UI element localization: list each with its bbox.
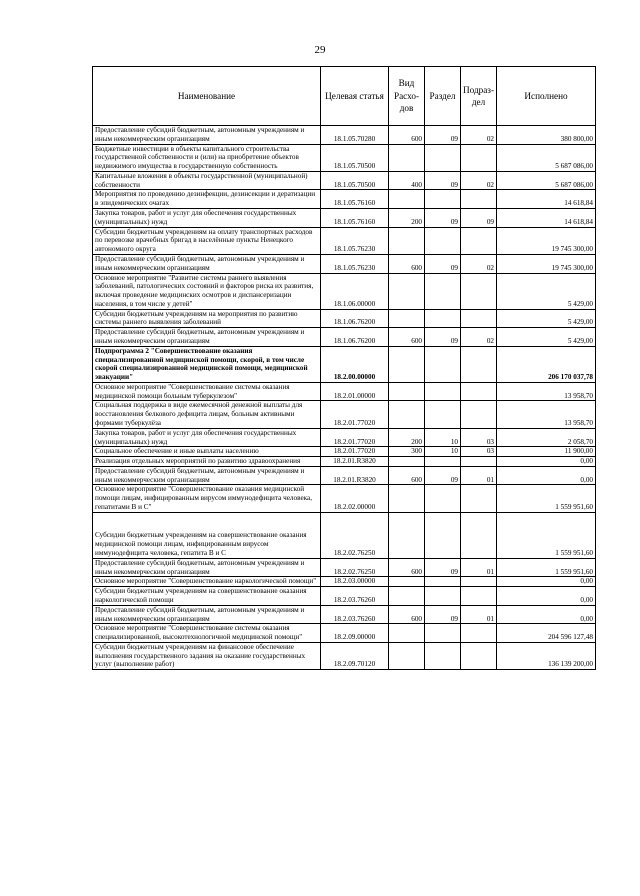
row-vid [389,382,425,401]
row-code: 18.1.05.76230 [321,227,389,254]
row-razdel: 09 [425,605,461,624]
row-code: 18.1.06.00000 [321,273,389,309]
row-value: 5 687 086,00 [497,171,596,190]
row-podrazdel: 01 [461,558,497,577]
row-name: Субсидии бюджетным учреждениям на совершенствование оказания наркологической помощи [93,587,321,606]
row-vid: 600 [389,126,425,145]
row-podrazdel: 02 [461,171,497,190]
page-number: 29 [314,44,326,56]
row-name: Предоставление субсидий бюджетным, автономным учреждениям и иным некоммерческим организациям [93,558,321,577]
row-name: Мероприятия по проведению дезинфекции, дезинсекции и дератизации в эпидемических очагах [93,190,321,209]
row-name: Подпрограмма 2 "Совершенствование оказания специализированной медицинской помощи, скорой, в том числе скорой специализированной медицинской помощи, медицинской эвакуации" [93,346,321,382]
row-name: Основное мероприятие "Совершенствование системы оказания специализированной, высокотехнологичной медицинской помощи" [93,624,321,643]
row-podrazdel [461,577,497,587]
row-name: Предоставление субсидий бюджетным, автономным учреждениям и иным некоммерческим организациям [93,126,321,145]
row-razdel [425,273,461,309]
table-row [93,227,596,254]
row-code: 18.2.02.76250 [321,512,389,558]
row-value: 5 429,00 [497,309,596,328]
table-row [93,485,596,512]
row-vid [389,642,425,669]
table-row [93,624,596,643]
row-value: 19 745 300,00 [497,254,596,273]
row-code: 18.2.01.R3820 [321,466,389,485]
row-podrazdel [461,401,497,428]
table-row [93,328,596,347]
table-row [93,447,596,457]
row-value: 204 596 127,48 [497,624,596,643]
row-vid [389,401,425,428]
row-razdel [425,587,461,606]
row-code: 18.2.03.00000 [321,577,389,587]
table-row [93,466,596,485]
row-razdel [425,401,461,428]
row-razdel: 09 [425,126,461,145]
row-podrazdel [461,190,497,209]
row-podrazdel [461,457,497,467]
table-row [93,190,596,209]
row-podrazdel [461,512,497,558]
table-row [93,273,596,309]
row-razdel [425,144,461,171]
row-vid [389,577,425,587]
table-row [93,144,596,171]
table-row [93,401,596,428]
table-row [93,382,596,401]
table-row [93,587,596,606]
row-name: Социальное обеспечение и иные выплаты населению [93,447,321,457]
row-razdel [425,624,461,643]
row-code: 18.1.05.76160 [321,209,389,228]
row-podrazdel [461,624,497,643]
row-vid: 200 [389,209,425,228]
row-podrazdel [461,273,497,309]
table-row [93,126,596,145]
row-razdel [425,346,461,382]
row-podrazdel [461,227,497,254]
row-value: 136 139 200,00 [497,642,596,669]
row-podrazdel [461,485,497,512]
row-vid: 300 [389,447,425,457]
row-podrazdel: 01 [461,605,497,624]
table-row [93,209,596,228]
row-vid [389,457,425,467]
row-vid [389,346,425,382]
row-value: 14 618,84 [497,209,596,228]
row-value: 0,00 [497,605,596,624]
row-code: 18.2.09.70120 [321,642,389,669]
row-value: 13 958,70 [497,382,596,401]
row-vid: 400 [389,171,425,190]
row-vid: 600 [389,558,425,577]
row-value: 0,00 [497,577,596,587]
budget-table [92,66,596,670]
row-value: 13 958,70 [497,401,596,428]
row-vid: 200 [389,428,425,447]
row-code: 18.2.02.76250 [321,558,389,577]
row-name: Предоставление субсидий бюджетным, автономным учреждениям и иным некоммерческим организациям [93,605,321,624]
row-razdel [425,642,461,669]
row-name: Основное мероприятие "Совершенствование наркологической помощи" [93,577,321,587]
row-code: 18.2.00.00000 [321,346,389,382]
row-code: 18.1.05.70500 [321,171,389,190]
row-value: 1 559 951,60 [497,512,596,558]
table-row [93,428,596,447]
row-name: Предоставление субсидий бюджетным, автономным учреждениям и иным некоммерческим организациям [93,328,321,347]
row-value: 14 618,84 [497,190,596,209]
row-code: 18.2.09.00000 [321,624,389,643]
row-value: 0,00 [497,466,596,485]
row-podrazdel: 09 [461,209,497,228]
row-code: 18.1.06.76200 [321,309,389,328]
row-name: Капитальные вложения в объекты государственной (муниципальной) собственности [93,171,321,190]
row-podrazdel: 03 [461,428,497,447]
row-vid [389,624,425,643]
row-code: 18.2.01.77020 [321,428,389,447]
row-value: 1 559 951,60 [497,558,596,577]
row-podrazdel: 02 [461,126,497,145]
row-vid [389,587,425,606]
row-razdel: 09 [425,171,461,190]
row-vid [389,144,425,171]
row-podrazdel: 02 [461,254,497,273]
row-vid: 600 [389,254,425,273]
row-code: 18.2.01.R3820 [321,457,389,467]
row-value: 19 745 300,00 [497,227,596,254]
row-code: 18.2.01.77020 [321,447,389,457]
row-razdel: 10 [425,428,461,447]
row-vid [389,273,425,309]
table-body [93,126,596,670]
row-name: Закупка товаров, работ и услуг для обеспечения государственных (муниципальных) нужд [93,428,321,447]
row-razdel: 09 [425,254,461,273]
table-row [93,346,596,382]
row-code: 18.1.06.76200 [321,328,389,347]
header-podrazdel: Подраз-дел [461,67,497,126]
table-row [93,457,596,467]
row-code: 18.2.01.77020 [321,401,389,428]
header-razdel: Раздел [425,67,461,126]
row-podrazdel: 01 [461,466,497,485]
row-vid [389,190,425,209]
row-razdel [425,512,461,558]
row-code: 18.2.02.00000 [321,485,389,512]
header-code: Целевая статья [321,67,389,126]
row-podrazdel: 02 [461,328,497,347]
row-podrazdel [461,346,497,382]
row-value: 5 429,00 [497,273,596,309]
row-code: 18.2.03.76260 [321,605,389,624]
row-razdel: 09 [425,328,461,347]
row-name: Субсидии бюджетным учреждениям на мероприятия по развитию системы раннего выявления заболеваний [93,309,321,328]
row-name: Основное мероприятие "Совершенствование оказания медицинской помощи лицам, инфицированным вирусом иммунодефицита человека, гепатитами В и С" [93,485,321,512]
row-razdel [425,457,461,467]
row-razdel [425,190,461,209]
row-name: Субсидии бюджетным учреждениям на оплату транспортных расходов по перевозке врачебных бригад в населённые пункты Ненецкого автономного округа [93,227,321,254]
row-name: Реализация отдельных мероприятий по развитию здравоохранения [93,457,321,467]
row-value: 206 170 037,78 [497,346,596,382]
row-razdel [425,382,461,401]
row-name: Основное мероприятие "Совершенствование системы оказания медицинской помощи больным туберкулезом" [93,382,321,401]
table-row [93,512,596,558]
row-value: 5 687 086,00 [497,144,596,171]
row-code: 18.2.01.00000 [321,382,389,401]
row-razdel: 10 [425,447,461,457]
row-razdel: 09 [425,466,461,485]
row-razdel [425,577,461,587]
header-vid: Вид Расхо-дов [389,67,425,126]
row-vid [389,227,425,254]
row-vid: 600 [389,466,425,485]
row-code: 18.1.05.76160 [321,190,389,209]
row-value: 0,00 [497,587,596,606]
row-code: 18.1.05.70280 [321,126,389,145]
row-code: 18.1.05.76230 [321,254,389,273]
row-vid [389,309,425,328]
table-row [93,605,596,624]
row-name: Основное мероприятие "Развитие системы раннего выявления заболеваний, патологических состояний и факторов риска их развития, включая проведение медицинских осмотров и диспансеризации населения, в том числе у детей" [93,273,321,309]
row-value: 5 429,00 [497,328,596,347]
row-value: 380 800,00 [497,126,596,145]
table-row [93,309,596,328]
table-row [93,577,596,587]
table-row [93,171,596,190]
table-row [93,254,596,273]
row-razdel [425,227,461,254]
row-vid [389,485,425,512]
row-razdel: 09 [425,209,461,228]
row-podrazdel [461,309,497,328]
row-name: Социальная поддержка в виде ежемесячной денежной выплаты для восстановления белкового дефицита лицам, больным активными формами туберкулёза [93,401,321,428]
row-vid: 600 [389,605,425,624]
row-value: 2 058,70 [497,428,596,447]
row-razdel [425,485,461,512]
row-podrazdel [461,144,497,171]
row-name: Субсидии бюджетным учреждениям на финансовое обеспечение выполнения государственного задания на оказание государственных услуг (выполнение работ) [93,642,321,669]
row-value: 1 559 951,60 [497,485,596,512]
row-name: Закупка товаров, работ и услуг для обеспечения государственных (муниципальных) нужд [93,209,321,228]
row-podrazdel: 03 [461,447,497,457]
row-value: 11 900,00 [497,447,596,457]
row-podrazdel [461,587,497,606]
row-razdel [425,309,461,328]
row-code: 18.2.03.76260 [321,587,389,606]
row-razdel: 09 [425,558,461,577]
row-name: Предоставление субсидий бюджетным, автономным учреждениям и иным некоммерческим организациям [93,466,321,485]
row-vid [389,512,425,558]
table-header [93,67,596,126]
header-name: Наименование [93,67,321,126]
table-row [93,642,596,669]
row-podrazdel [461,382,497,401]
row-podrazdel [461,642,497,669]
header-ispolneno: Исполнено [497,67,596,126]
table-row [93,558,596,577]
row-vid: 600 [389,328,425,347]
row-value: 0,00 [497,457,596,467]
row-name: Субсидии бюджетным учреждениям на совершенствование оказания медицинской помощи лицам, инфицированным вирусом иммунодефицита человека, гепатита В и С [93,512,321,558]
row-code: 18.1.05.70500 [321,144,389,171]
row-name: Бюджетные инвестиции в объекты капитального строительства государственной собственности и (или) на приобретение объектов недвижимого имущества в государственную собственность [93,144,321,171]
row-name: Предоставление субсидий бюджетным, автономным учреждениям и иным некоммерческим организациям [93,254,321,273]
